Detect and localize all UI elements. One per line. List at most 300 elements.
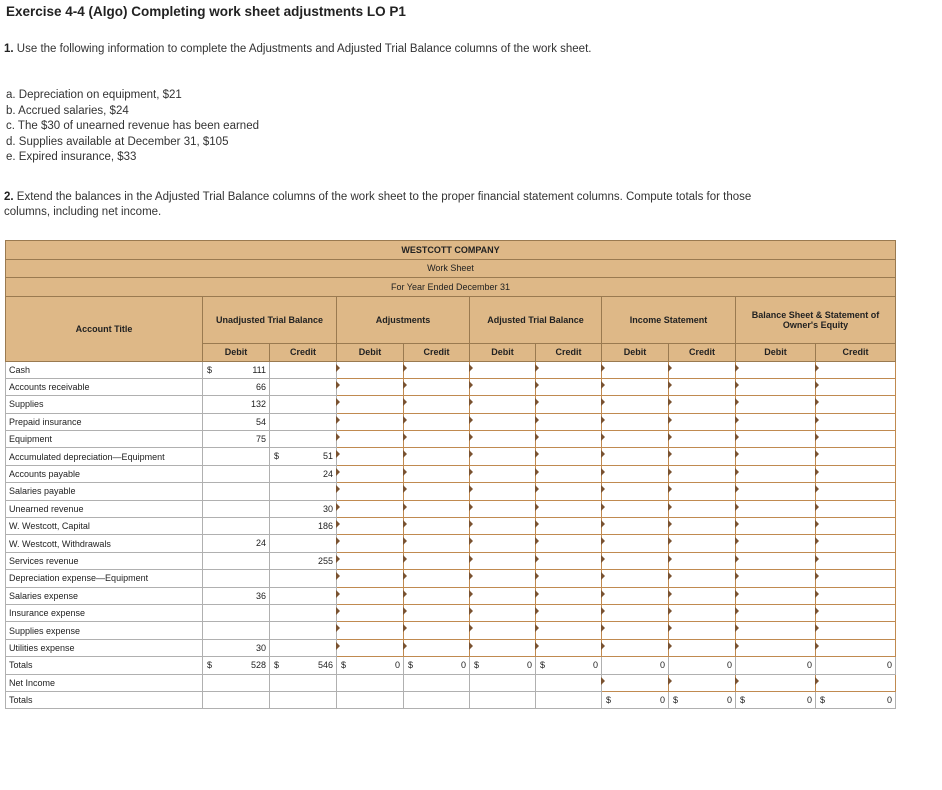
blank-cell <box>203 674 270 691</box>
final-totals-row <box>6 691 896 708</box>
unadjusted-debit <box>203 378 270 395</box>
account-title: Insurance expense <box>6 604 203 621</box>
is-credit-input[interactable] <box>669 587 736 604</box>
unadjusted-credit <box>270 604 337 621</box>
atb-debit-input[interactable] <box>470 361 536 378</box>
unadjusted-debit <box>203 552 270 569</box>
bs-credit-input[interactable] <box>816 622 896 639</box>
unadjusted-debit-total <box>203 657 270 674</box>
is-debit-input[interactable] <box>602 570 669 587</box>
account-title-header: Account Title <box>6 296 203 361</box>
work-sheet-table <box>5 240 896 709</box>
adj-credit-input[interactable] <box>404 500 470 517</box>
atb-debit-input[interactable] <box>470 413 536 430</box>
is-credit-final-total <box>669 691 736 708</box>
debit-column-header: Debit <box>602 343 669 361</box>
adj-debit-input[interactable] <box>337 483 404 500</box>
table-row <box>6 413 896 430</box>
table-row <box>6 378 896 395</box>
adj-credit-input[interactable] <box>404 552 470 569</box>
table-row <box>6 518 896 535</box>
totals-label: Totals <box>6 657 203 674</box>
account-title: Utilities expense <box>6 639 203 656</box>
cell-value: 66 <box>255 381 266 392</box>
unadjusted-credit <box>270 639 337 656</box>
is-debit-input[interactable] <box>602 604 669 621</box>
is-credit-input[interactable] <box>669 431 736 448</box>
atb-credit-input[interactable] <box>536 396 602 413</box>
adj-credit-input[interactable] <box>404 361 470 378</box>
credit-column-header: Credit <box>816 343 896 361</box>
bs-debit-input[interactable] <box>736 431 816 448</box>
cell-value: 30 <box>255 642 266 653</box>
bs-credit-final-total <box>816 691 896 708</box>
atb-credit-input[interactable] <box>536 483 602 500</box>
bs-credit-input[interactable] <box>816 361 896 378</box>
atb-debit-input[interactable] <box>470 622 536 639</box>
adj-debit-input[interactable] <box>337 570 404 587</box>
is-debit-input[interactable] <box>602 431 669 448</box>
is-debit-input[interactable] <box>602 413 669 430</box>
adj-debit-input[interactable] <box>337 535 404 552</box>
adj-debit-input[interactable] <box>337 622 404 639</box>
currency-symbol: $ <box>540 660 546 671</box>
credit-column-header: Credit <box>669 343 736 361</box>
atb-credit-input[interactable] <box>536 361 602 378</box>
adj-credit-input[interactable] <box>404 483 470 500</box>
unadjusted-credit <box>270 570 337 587</box>
sheet-period: For Year Ended December 31 <box>6 278 896 297</box>
unadjusted-credit <box>270 552 337 569</box>
cell-value: 0 <box>460 660 466 671</box>
question-1 <box>4 43 591 55</box>
adj-credit-input[interactable] <box>404 413 470 430</box>
adj-debit-input[interactable] <box>337 552 404 569</box>
unadjusted-credit <box>270 413 337 430</box>
bs-debit-input[interactable] <box>736 570 816 587</box>
bs-credit-input[interactable] <box>816 448 896 465</box>
unadjusted-credit <box>270 535 337 552</box>
bs-debit-net-income-input[interactable] <box>736 674 816 691</box>
atb-credit-input[interactable] <box>536 500 602 517</box>
question-1-number: 1. <box>4 43 14 55</box>
bs-debit-input[interactable] <box>736 361 816 378</box>
account-title: Depreciation expense—Equipment <box>6 570 203 587</box>
bs-debit-input[interactable] <box>736 639 816 656</box>
adj-debit-total <box>337 657 404 674</box>
table-row <box>6 604 896 621</box>
cell-value: 528 <box>250 660 266 671</box>
unadjusted-credit <box>270 448 337 465</box>
unadjusted-credit <box>270 361 337 378</box>
atb-credit-input[interactable] <box>536 552 602 569</box>
adj-debit-input[interactable] <box>337 639 404 656</box>
bs-debit-input[interactable] <box>736 396 816 413</box>
bs-credit-net-income-input[interactable] <box>816 674 896 691</box>
adj-debit-input[interactable] <box>337 448 404 465</box>
atb-credit-input[interactable] <box>536 535 602 552</box>
account-title: Services revenue <box>6 552 203 569</box>
is-credit-input[interactable] <box>669 483 736 500</box>
bs-credit-input[interactable] <box>816 483 896 500</box>
unadjusted-debit <box>203 570 270 587</box>
debit-column-header: Debit <box>203 343 270 361</box>
debit-column-header: Debit <box>337 343 404 361</box>
bs-credit-input[interactable] <box>816 587 896 604</box>
bs-debit-input[interactable] <box>736 535 816 552</box>
unadjusted-credit <box>270 483 337 500</box>
atb-credit-input[interactable] <box>536 639 602 656</box>
is-credit-input[interactable] <box>669 570 736 587</box>
blank-cell <box>337 691 404 708</box>
info-item: e. Expired insurance, $33 <box>6 151 137 163</box>
bs-credit-input[interactable] <box>816 431 896 448</box>
bs-debit-final-total <box>736 691 816 708</box>
is-credit-input[interactable] <box>669 604 736 621</box>
totals-row <box>6 657 896 674</box>
cell-value: 0 <box>659 694 665 705</box>
cell-value: 0 <box>394 660 400 671</box>
adj-debit-input[interactable] <box>337 465 404 482</box>
bs-debit-input[interactable] <box>736 378 816 395</box>
is-credit-input[interactable] <box>669 413 736 430</box>
is-debit-net-income-input[interactable] <box>602 674 669 691</box>
blank-cell <box>270 674 337 691</box>
cell-value: 0 <box>726 694 732 705</box>
is-debit-input[interactable] <box>602 500 669 517</box>
unadjusted-credit <box>270 431 337 448</box>
is-debit-input[interactable] <box>602 622 669 639</box>
atb-debit-input[interactable] <box>470 465 536 482</box>
bs-debit-input[interactable] <box>736 622 816 639</box>
sheet-name: Work Sheet <box>6 259 896 278</box>
atb-credit-input[interactable] <box>536 604 602 621</box>
adj-credit-input[interactable] <box>404 378 470 395</box>
debit-column-header: Debit <box>736 343 816 361</box>
unadjusted-credit <box>270 378 337 395</box>
adj-debit-input[interactable] <box>337 361 404 378</box>
adj-credit-input[interactable] <box>404 570 470 587</box>
adjustment-info-list <box>6 88 259 166</box>
blank-cell <box>404 691 470 708</box>
table-row <box>6 587 896 604</box>
is-credit-input[interactable] <box>669 361 736 378</box>
account-title: Supplies expense <box>6 622 203 639</box>
balance-sheet-header: Balance Sheet & Statement of Owner's Equity <box>736 296 896 343</box>
cell-value: 0 <box>886 694 892 705</box>
table-row <box>6 639 896 656</box>
unadjusted-debit <box>203 483 270 500</box>
info-item: c. The $30 of unearned revenue has been earned <box>6 120 259 132</box>
table-row <box>6 483 896 500</box>
is-debit-input[interactable] <box>602 483 669 500</box>
blank-cell <box>470 691 536 708</box>
company-name: WESTCOTT COMPANY <box>6 241 896 260</box>
is-debit-input[interactable] <box>602 448 669 465</box>
currency-symbol: $ <box>474 660 480 671</box>
info-item: d. Supplies available at December 31, $105 <box>6 135 229 148</box>
atb-debit-input[interactable] <box>470 483 536 500</box>
bs-credit-input[interactable] <box>816 396 896 413</box>
is-debit-input[interactable] <box>602 378 669 395</box>
unadjusted-debit <box>203 413 270 430</box>
cell-value: 0 <box>592 660 598 671</box>
currency-symbol: $ <box>820 694 826 705</box>
cell-value: 54 <box>255 416 266 427</box>
cell-value: 75 <box>255 434 266 445</box>
cell-value: 0 <box>806 660 812 671</box>
blank-cell <box>337 674 404 691</box>
unadjusted-debit <box>203 622 270 639</box>
atb-debit-input[interactable] <box>470 378 536 395</box>
account-title: Cash <box>6 361 203 378</box>
cell-value: 24 <box>255 538 266 549</box>
adj-credit-total <box>404 657 470 674</box>
bs-debit-input[interactable] <box>736 448 816 465</box>
atb-credit-input[interactable] <box>536 570 602 587</box>
unadjusted-debit <box>203 587 270 604</box>
atb-debit-input[interactable] <box>470 500 536 517</box>
account-title: Accounts payable <box>6 465 203 482</box>
question-2-number: 2. <box>4 191 14 203</box>
adj-credit-input[interactable] <box>404 431 470 448</box>
atb-debit-input[interactable] <box>470 396 536 413</box>
atb-credit-input[interactable] <box>536 518 602 535</box>
bs-debit-input[interactable] <box>736 483 816 500</box>
bs-credit-total <box>816 657 896 674</box>
question-1-text: Use the following information to complete the Adjustments and Adjusted Trial Balance columns of the work sheet. <box>16 43 592 55</box>
is-debit-total <box>602 657 669 674</box>
unadjusted-tb-header: Unadjusted Trial Balance <box>203 296 337 343</box>
atb-debit-input[interactable] <box>470 518 536 535</box>
adj-debit-input[interactable] <box>337 396 404 413</box>
bs-credit-input[interactable] <box>816 413 896 430</box>
is-credit-input[interactable] <box>669 518 736 535</box>
unadjusted-debit <box>203 639 270 656</box>
unadjusted-debit <box>203 500 270 517</box>
is-debit-input[interactable] <box>602 465 669 482</box>
adj-credit-input[interactable] <box>404 518 470 535</box>
atb-credit-input[interactable] <box>536 622 602 639</box>
cell-value: 0 <box>886 660 892 671</box>
bs-credit-input[interactable] <box>816 535 896 552</box>
is-credit-input[interactable] <box>669 622 736 639</box>
unadjusted-debit <box>203 604 270 621</box>
cell-value: 36 <box>255 590 266 601</box>
currency-symbol: $ <box>274 660 280 671</box>
table-row <box>6 465 896 482</box>
adj-debit-input[interactable] <box>337 413 404 430</box>
net-income-label: Net Income <box>6 674 203 691</box>
atb-credit-input[interactable] <box>536 465 602 482</box>
credit-column-header: Credit <box>536 343 602 361</box>
atb-credit-input[interactable] <box>536 587 602 604</box>
currency-symbol: $ <box>274 451 280 462</box>
is-debit-input[interactable] <box>602 552 669 569</box>
cell-value: 132 <box>250 399 266 410</box>
atb-credit-input[interactable] <box>536 378 602 395</box>
debit-column-header: Debit <box>470 343 536 361</box>
is-credit-total <box>669 657 736 674</box>
income-statement-header: Income Statement <box>602 296 736 343</box>
adjusted-tb-header: Adjusted Trial Balance <box>470 296 602 343</box>
adj-credit-input[interactable] <box>404 535 470 552</box>
adj-credit-input[interactable] <box>404 465 470 482</box>
is-credit-input[interactable] <box>669 639 736 656</box>
bs-credit-input[interactable] <box>816 518 896 535</box>
cell-value: 24 <box>322 468 333 479</box>
blank-cell <box>536 674 602 691</box>
currency-symbol: $ <box>207 364 213 375</box>
unadjusted-debit <box>203 361 270 378</box>
unadjusted-debit <box>203 396 270 413</box>
info-item: a. Depreciation on equipment, $21 <box>6 89 182 101</box>
adjustments-header: Adjustments <box>337 296 470 343</box>
unadjusted-debit <box>203 518 270 535</box>
account-title: Unearned revenue <box>6 500 203 517</box>
adj-credit-input[interactable] <box>404 587 470 604</box>
adj-credit-input[interactable] <box>404 604 470 621</box>
unadjusted-credit <box>270 518 337 535</box>
bs-credit-input[interactable] <box>816 552 896 569</box>
table-row <box>6 500 896 517</box>
atb-debit-input[interactable] <box>470 570 536 587</box>
atb-credit-input[interactable] <box>536 448 602 465</box>
bs-debit-input[interactable] <box>736 604 816 621</box>
cell-value: 186 <box>317 521 333 532</box>
is-debit-input[interactable] <box>602 587 669 604</box>
bs-debit-input[interactable] <box>736 465 816 482</box>
final-totals-label: Totals <box>6 691 203 708</box>
bs-debit-input[interactable] <box>736 413 816 430</box>
atb-debit-input[interactable] <box>470 552 536 569</box>
is-debit-input[interactable] <box>602 639 669 656</box>
adj-credit-input[interactable] <box>404 448 470 465</box>
is-credit-input[interactable] <box>669 396 736 413</box>
atb-debit-input[interactable] <box>470 431 536 448</box>
cell-value: 546 <box>317 660 333 671</box>
table-row <box>6 570 896 587</box>
is-debit-input[interactable] <box>602 396 669 413</box>
is-credit-input[interactable] <box>669 448 736 465</box>
bs-debit-input[interactable] <box>736 518 816 535</box>
account-title: Supplies <box>6 396 203 413</box>
is-credit-net-income-input[interactable] <box>669 674 736 691</box>
is-credit-input[interactable] <box>669 378 736 395</box>
bs-credit-input[interactable] <box>816 500 896 517</box>
atb-debit-input[interactable] <box>470 639 536 656</box>
unadjusted-credit-total <box>270 657 337 674</box>
currency-symbol: $ <box>606 694 612 705</box>
account-title: Accumulated depreciation—Equipment <box>6 448 203 465</box>
is-debit-input[interactable] <box>602 518 669 535</box>
table-row <box>6 448 896 465</box>
unadjusted-debit <box>203 535 270 552</box>
table-row <box>6 431 896 448</box>
is-debit-input[interactable] <box>602 535 669 552</box>
bs-debit-input[interactable] <box>736 500 816 517</box>
atb-debit-input[interactable] <box>470 535 536 552</box>
cell-value: 0 <box>659 660 665 671</box>
blank-cell <box>404 674 470 691</box>
is-credit-input[interactable] <box>669 535 736 552</box>
adj-debit-input[interactable] <box>337 378 404 395</box>
atb-debit-input[interactable] <box>470 448 536 465</box>
bs-credit-input[interactable] <box>816 378 896 395</box>
currency-symbol: $ <box>341 660 347 671</box>
net-income-row <box>6 674 896 691</box>
cell-value: 255 <box>317 555 333 566</box>
unadjusted-debit <box>203 465 270 482</box>
currency-symbol: $ <box>740 694 746 705</box>
account-title: W. Westcott, Capital <box>6 518 203 535</box>
cell-value: 51 <box>322 451 333 462</box>
atb-debit-input[interactable] <box>470 604 536 621</box>
blank-cell <box>270 691 337 708</box>
account-title: Prepaid insurance <box>6 413 203 430</box>
atb-credit-input[interactable] <box>536 431 602 448</box>
unadjusted-credit <box>270 500 337 517</box>
account-title: Salaries expense <box>6 587 203 604</box>
account-title: Salaries payable <box>6 483 203 500</box>
is-credit-input[interactable] <box>669 500 736 517</box>
bs-debit-input[interactable] <box>736 587 816 604</box>
bs-credit-input[interactable] <box>816 570 896 587</box>
info-item: b. Accrued salaries, $24 <box>6 104 129 117</box>
bs-debit-input[interactable] <box>736 552 816 569</box>
unadjusted-credit <box>270 622 337 639</box>
atb-debit-input[interactable] <box>470 587 536 604</box>
currency-symbol: $ <box>673 694 679 705</box>
is-credit-input[interactable] <box>669 552 736 569</box>
adj-credit-input[interactable] <box>404 396 470 413</box>
bs-credit-input[interactable] <box>816 639 896 656</box>
unadjusted-debit <box>203 431 270 448</box>
atb-credit-input[interactable] <box>536 413 602 430</box>
cell-value: 0 <box>806 694 812 705</box>
adj-debit-input[interactable] <box>337 431 404 448</box>
bs-credit-input[interactable] <box>816 604 896 621</box>
adj-credit-input[interactable] <box>404 622 470 639</box>
unadjusted-debit <box>203 448 270 465</box>
atb-credit-total <box>536 657 602 674</box>
bs-debit-total <box>736 657 816 674</box>
table-row <box>6 535 896 552</box>
table-row <box>6 622 896 639</box>
adj-debit-input[interactable] <box>337 500 404 517</box>
account-title: Equipment <box>6 431 203 448</box>
credit-column-header: Credit <box>270 343 337 361</box>
table-row <box>6 552 896 569</box>
cell-value: 0 <box>526 660 532 671</box>
bs-credit-input[interactable] <box>816 465 896 482</box>
unadjusted-credit <box>270 465 337 482</box>
cell-value: 111 <box>252 364 266 375</box>
is-credit-input[interactable] <box>669 465 736 482</box>
adj-credit-input[interactable] <box>404 639 470 656</box>
account-title: Accounts receivable <box>6 378 203 395</box>
adj-debit-input[interactable] <box>337 604 404 621</box>
is-debit-input[interactable] <box>602 361 669 378</box>
table-row <box>6 361 896 378</box>
account-title: W. Westcott, Withdrawals <box>6 535 203 552</box>
cell-value: 30 <box>322 503 333 514</box>
adj-debit-input[interactable] <box>337 518 404 535</box>
question-2 <box>4 190 764 220</box>
unadjusted-credit <box>270 396 337 413</box>
adj-debit-input[interactable] <box>337 587 404 604</box>
currency-symbol: $ <box>408 660 414 671</box>
